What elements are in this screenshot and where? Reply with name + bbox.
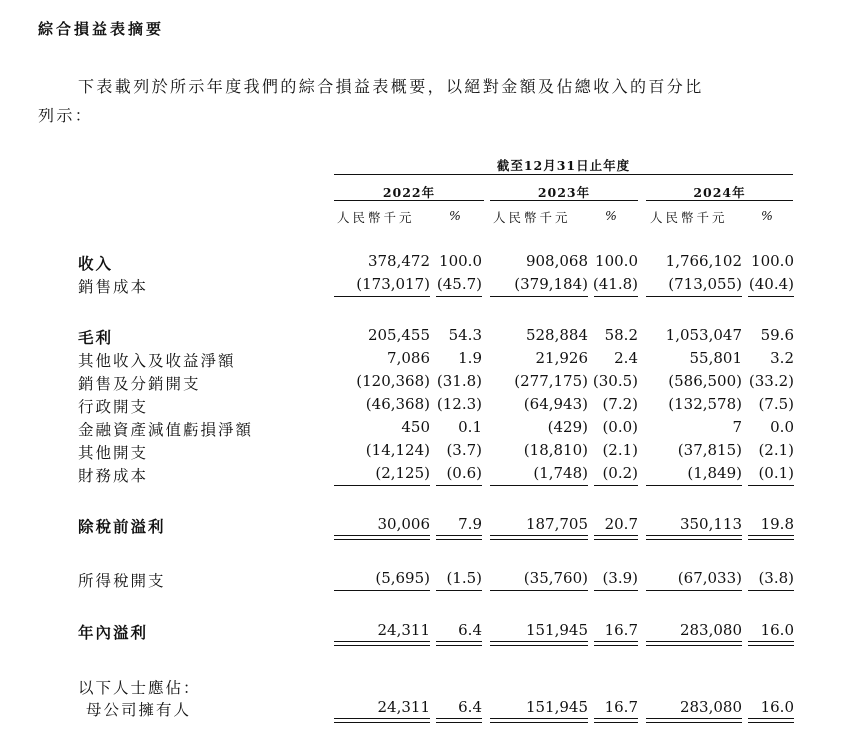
value-2023-amount: (64,943) xyxy=(523,395,588,413)
value-2024-pct: (2.1) xyxy=(758,441,794,459)
pct-header-2023: % xyxy=(605,208,617,223)
double-underline xyxy=(594,718,638,723)
value-2022-pct: (1.5) xyxy=(446,569,482,587)
underline xyxy=(748,590,794,591)
value-2022-amount: 24,311 xyxy=(377,698,430,716)
row-label: 其他開支 xyxy=(78,444,149,462)
value-2022-pct: 54.3 xyxy=(448,326,482,344)
value-2023-pct: (0.0) xyxy=(602,418,638,436)
value-2023-pct: 58.2 xyxy=(604,326,638,344)
value-2023-amount: (1,748) xyxy=(533,464,588,482)
period-rule xyxy=(334,174,793,175)
value-2022-amount: 205,455 xyxy=(367,326,430,344)
value-2022-amount: (2,125) xyxy=(375,464,430,482)
value-2023-pct: (30.5) xyxy=(592,372,638,390)
underline xyxy=(594,590,638,591)
value-2023-amount: 151,945 xyxy=(525,698,588,716)
value-2022-pct: 0.1 xyxy=(458,418,482,436)
value-2022-amount: 24,311 xyxy=(377,621,430,639)
row-label: 除稅前溢利 xyxy=(78,518,166,536)
value-2023-pct: 16.7 xyxy=(604,698,638,716)
value-2024-amount: 283,080 xyxy=(679,698,742,716)
value-2023-amount: (35,760) xyxy=(523,569,588,587)
table-row-profit-before-tax xyxy=(0,515,867,537)
year-rule-2023 xyxy=(490,200,638,201)
row-label: 金融資產減值虧損淨額 xyxy=(78,421,254,439)
row-label: 收入 xyxy=(78,255,114,273)
underline xyxy=(334,296,430,297)
underline xyxy=(490,296,588,297)
value-2024-pct: 100.0 xyxy=(751,252,794,270)
underline xyxy=(436,296,482,297)
underline xyxy=(748,296,794,297)
row-label: 財務成本 xyxy=(78,467,149,485)
unit-header-2024: 人民幣千元 xyxy=(650,210,728,225)
table-row-attributable-to xyxy=(0,676,867,698)
value-2024-amount: 283,080 xyxy=(679,621,742,639)
table-row-selling-expenses xyxy=(0,372,867,394)
row-label: 毛利 xyxy=(78,329,114,347)
value-2023-pct: 20.7 xyxy=(604,515,638,533)
row-label: 行政開支 xyxy=(78,398,149,416)
value-2023-amount: 528,884 xyxy=(525,326,588,344)
value-2024-amount: (37,815) xyxy=(677,441,742,459)
year-rule-2024 xyxy=(646,200,793,201)
value-2022-amount: (173,017) xyxy=(356,275,430,293)
table-row-revenue xyxy=(0,252,867,274)
value-2022-pct: (12.3) xyxy=(436,395,482,413)
table-row-owners-of-parent xyxy=(0,698,867,720)
value-2023-amount: 21,926 xyxy=(535,349,588,367)
pct-header-2022: % xyxy=(449,208,461,223)
double-underline xyxy=(334,535,430,540)
value-2024-pct: 3.2 xyxy=(770,349,794,367)
pct-header-2024: % xyxy=(761,208,773,223)
value-2023-amount: 151,945 xyxy=(525,621,588,639)
value-2023-amount: 187,705 xyxy=(525,515,588,533)
value-2022-pct: (0.6) xyxy=(446,464,482,482)
unit-header-2023: 人民幣千元 xyxy=(493,210,571,225)
table-row-finance-costs xyxy=(0,464,867,486)
value-2024-pct: 16.0 xyxy=(760,698,794,716)
value-2024-pct: 16.0 xyxy=(760,621,794,639)
value-2024-pct: 0.0 xyxy=(770,418,794,436)
value-2022-amount: 7,086 xyxy=(387,349,430,367)
double-underline xyxy=(436,535,482,540)
value-2023-amount: (379,184) xyxy=(514,275,588,293)
value-2024-amount: (132,578) xyxy=(668,395,742,413)
underline xyxy=(748,485,794,486)
underline xyxy=(594,485,638,486)
value-2022-amount: (120,368) xyxy=(356,372,430,390)
row-label: 年內溢利 xyxy=(78,624,149,642)
value-2023-amount: (18,810) xyxy=(523,441,588,459)
underline xyxy=(646,485,742,486)
value-2024-pct: (33.2) xyxy=(748,372,794,390)
value-2022-amount: 30,006 xyxy=(377,515,430,533)
double-underline xyxy=(594,641,638,646)
table-row-impairment xyxy=(0,418,867,440)
value-2022-pct: 7.9 xyxy=(458,515,482,533)
row-label: 銷售及分銷開支 xyxy=(78,375,201,393)
underline xyxy=(334,485,430,486)
value-2023-amount: (429) xyxy=(547,418,588,436)
value-2022-amount: (46,368) xyxy=(365,395,430,413)
double-underline xyxy=(646,535,742,540)
double-underline xyxy=(490,535,588,540)
table-row-cost-of-sales xyxy=(0,275,867,297)
table-row-income-tax xyxy=(0,569,867,591)
value-2022-amount: 450 xyxy=(401,418,430,436)
row-label: 銷售成本 xyxy=(78,278,149,296)
value-2023-pct: 2.4 xyxy=(614,349,638,367)
double-underline xyxy=(490,641,588,646)
value-2024-pct: (40.4) xyxy=(748,275,794,293)
intro-text-line-2: 列示： xyxy=(38,106,94,125)
year-header-2022: 2022年 xyxy=(382,185,436,200)
value-2024-amount: (67,033) xyxy=(677,569,742,587)
double-underline xyxy=(646,718,742,723)
value-2024-amount: 350,113 xyxy=(679,515,742,533)
underline xyxy=(436,485,482,486)
underline xyxy=(490,590,588,591)
value-2022-pct: 100.0 xyxy=(439,252,482,270)
value-2024-amount: 7 xyxy=(732,418,742,436)
value-2022-amount: 378,472 xyxy=(367,252,430,270)
underline xyxy=(334,590,430,591)
value-2023-pct: (41.8) xyxy=(592,275,638,293)
value-2024-amount: (586,500) xyxy=(668,372,742,390)
section-heading: 綜合損益表摘要 xyxy=(38,20,165,38)
value-2023-pct: (0.2) xyxy=(602,464,638,482)
value-2024-pct: (3.8) xyxy=(758,569,794,587)
value-2024-pct: (7.5) xyxy=(758,395,794,413)
value-2023-pct: 16.7 xyxy=(604,621,638,639)
double-underline xyxy=(436,641,482,646)
value-2023-pct: (7.2) xyxy=(602,395,638,413)
intro-text-line-1: 下表載列於所示年度我們的綜合損益表概要，以絕對金額及佔總收入的百分比 xyxy=(78,77,704,96)
table-row-profit-for-year xyxy=(0,621,867,643)
row-label: 其他收入及收益淨額 xyxy=(78,352,236,370)
table-row-other-income xyxy=(0,349,867,371)
value-2022-pct: (31.8) xyxy=(436,372,482,390)
value-2023-pct: 100.0 xyxy=(595,252,638,270)
value-2024-pct: 19.8 xyxy=(760,515,794,533)
value-2022-pct: 6.4 xyxy=(458,621,482,639)
value-2024-amount: 55,801 xyxy=(689,349,742,367)
double-underline xyxy=(594,535,638,540)
value-2024-amount: (1,849) xyxy=(687,464,742,482)
table-row-other-expenses xyxy=(0,441,867,463)
value-2022-pct: (3.7) xyxy=(446,441,482,459)
underline xyxy=(646,296,742,297)
value-2024-amount: (713,055) xyxy=(668,275,742,293)
row-label: 以下人士應佔： xyxy=(78,679,201,697)
underline xyxy=(646,590,742,591)
double-underline xyxy=(490,718,588,723)
year-header-2023: 2023年 xyxy=(537,185,591,200)
period-header: 截至12月31日止年度 xyxy=(496,158,631,173)
year-rule-2022 xyxy=(334,200,484,201)
value-2022-pct: (45.7) xyxy=(436,275,482,293)
double-underline xyxy=(334,718,430,723)
value-2022-pct: 1.9 xyxy=(458,349,482,367)
value-2023-pct: (2.1) xyxy=(602,441,638,459)
underline xyxy=(436,590,482,591)
value-2022-amount: (5,695) xyxy=(375,569,430,587)
table-row-gross-profit xyxy=(0,326,867,348)
value-2024-amount: 1,053,047 xyxy=(665,326,742,344)
double-underline xyxy=(748,718,794,723)
value-2023-pct: (3.9) xyxy=(602,569,638,587)
value-2024-pct: 59.6 xyxy=(760,326,794,344)
double-underline xyxy=(646,641,742,646)
double-underline xyxy=(748,641,794,646)
value-2024-pct: (0.1) xyxy=(758,464,794,482)
underline xyxy=(594,296,638,297)
value-2022-amount: (14,124) xyxy=(365,441,430,459)
value-2024-amount: 1,766,102 xyxy=(665,252,742,270)
year-header-2024: 2024年 xyxy=(693,185,746,200)
unit-header-2022: 人民幣千元 xyxy=(337,210,415,225)
row-label: 母公司擁有人 xyxy=(86,701,192,719)
value-2023-amount: (277,175) xyxy=(514,372,588,390)
table-row-admin-expenses xyxy=(0,395,867,417)
double-underline xyxy=(334,641,430,646)
value-2022-pct: 6.4 xyxy=(458,698,482,716)
double-underline xyxy=(436,718,482,723)
row-label: 所得稅開支 xyxy=(78,572,166,590)
value-2023-amount: 908,068 xyxy=(525,252,588,270)
double-underline xyxy=(748,535,794,540)
underline xyxy=(490,485,588,486)
